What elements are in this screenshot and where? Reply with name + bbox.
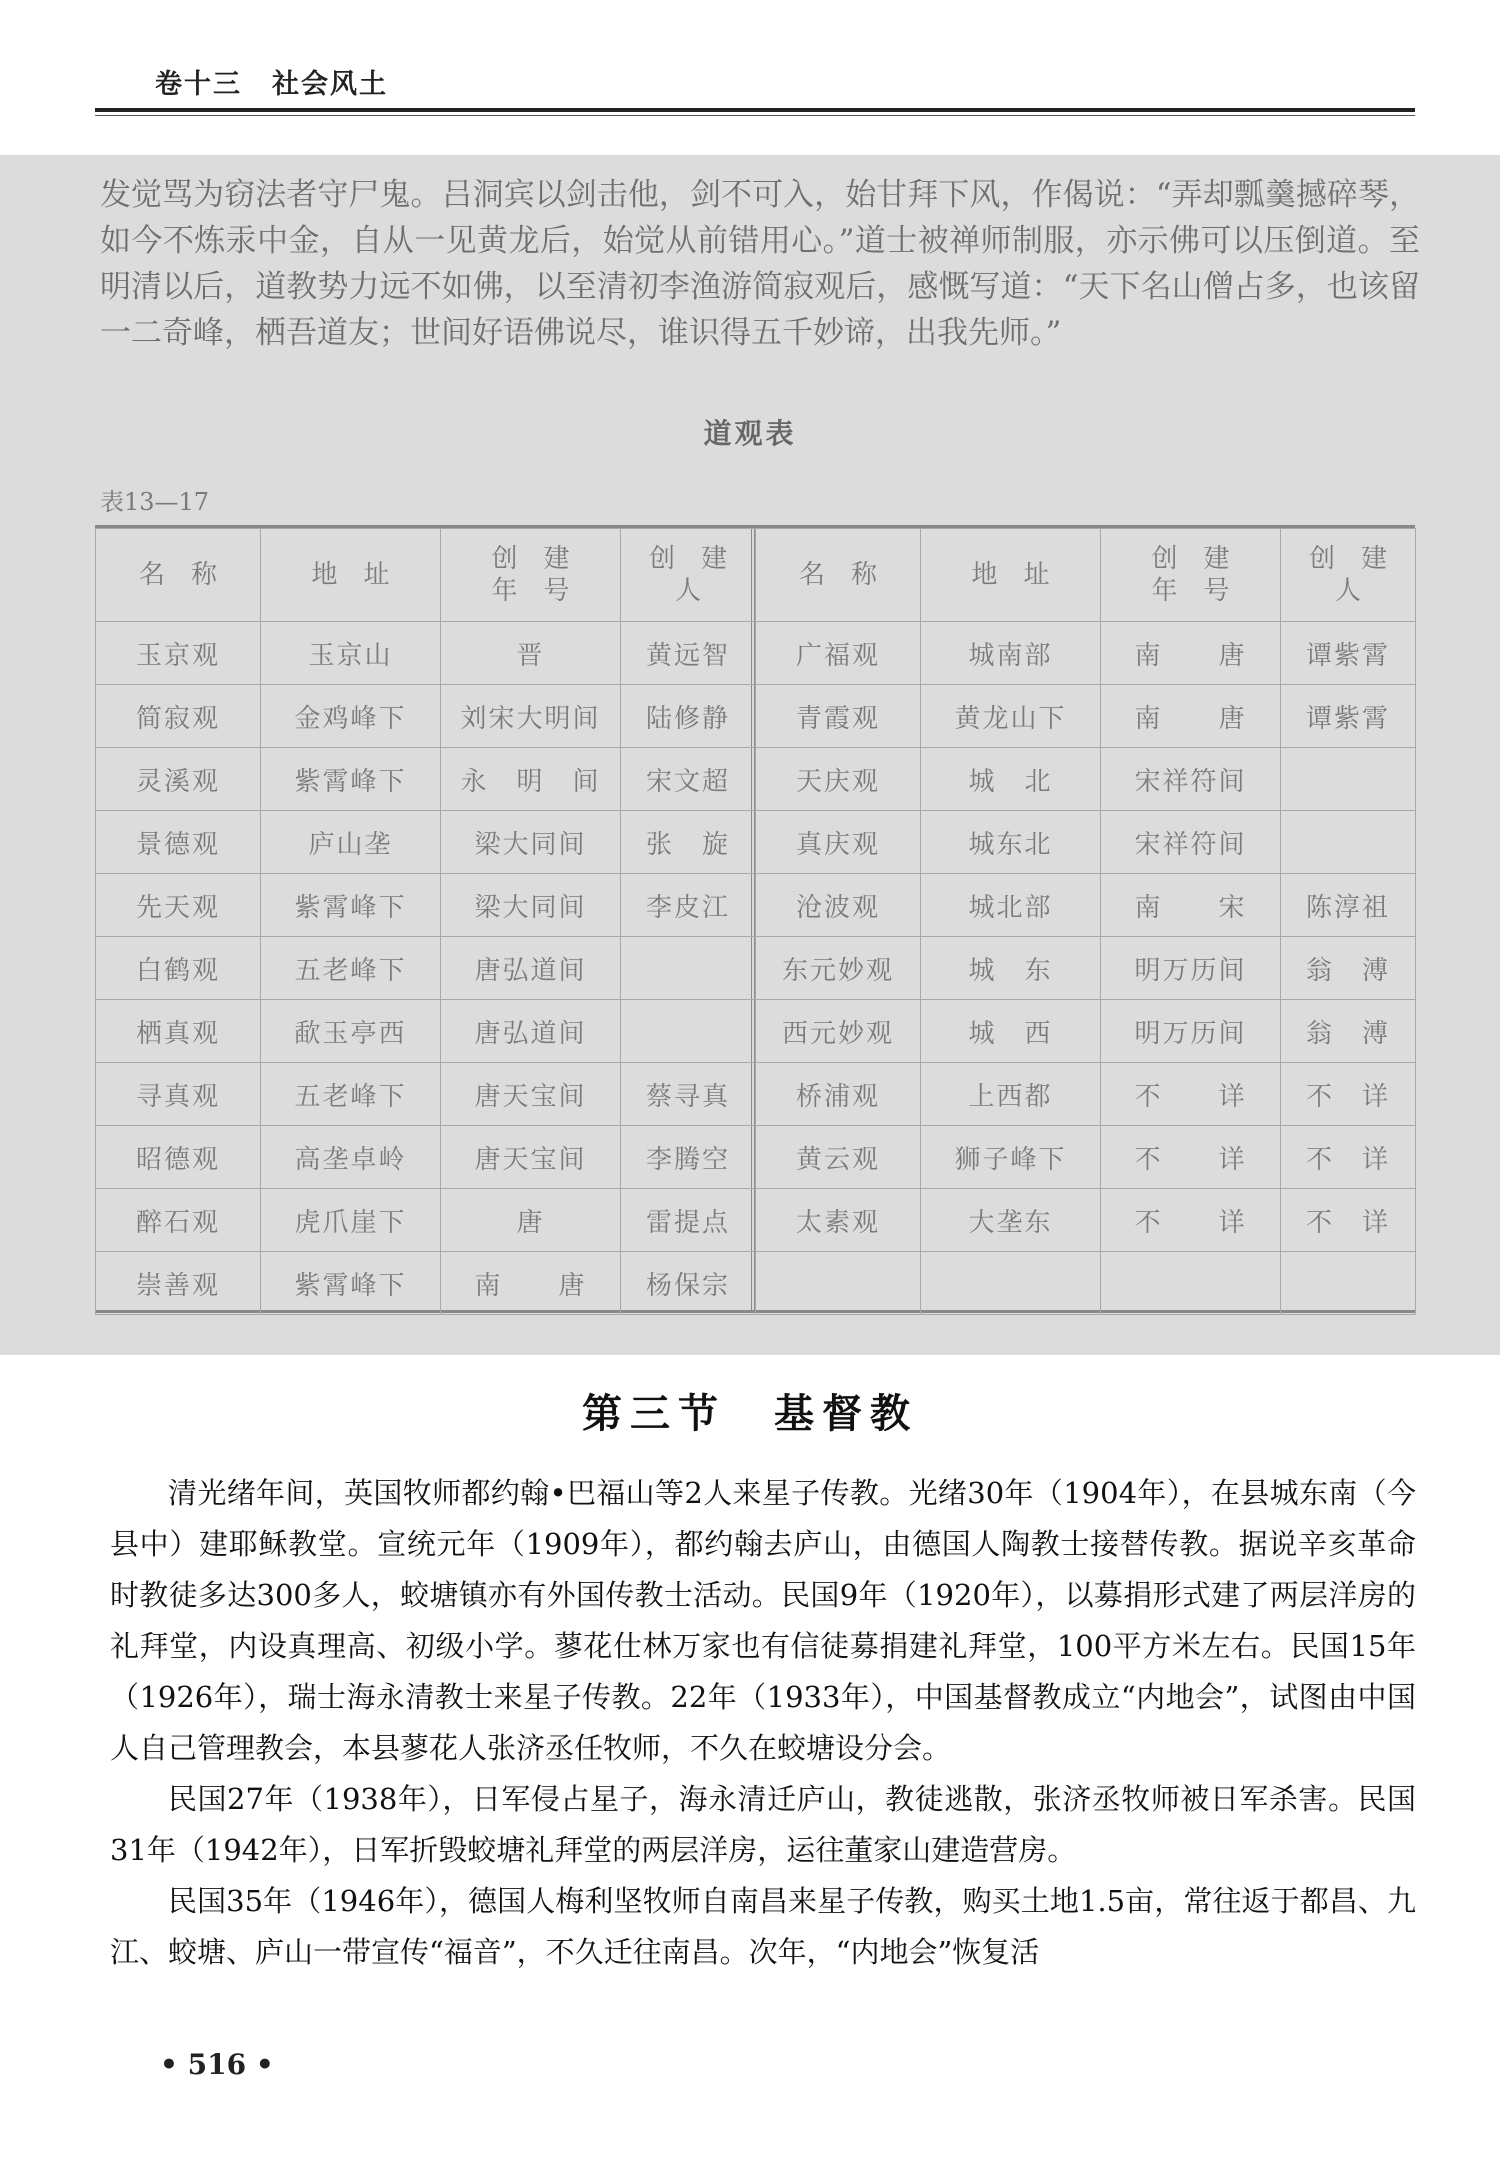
cell-address: 上西都 [921,1063,1101,1126]
cell-founder: 李皮江 [621,874,756,937]
cell-name [756,1252,921,1315]
cell-founder [1281,748,1416,811]
section-title: 第三节 基督教 [582,1390,918,1437]
cell-founding-era: 不 详 [1101,1126,1281,1189]
table-row [756,1252,1416,1315]
cell-founder: 不 详 [1281,1189,1416,1252]
cell-name: 寻真观 [96,1063,261,1126]
cell-name: 真庆观 [756,811,921,874]
cell-address: 城东北 [921,811,1101,874]
table-row [756,874,1416,937]
header-founder: 创 建 人 [621,529,756,622]
cell-founding-era: 梁大同间 [441,874,621,937]
cell-name: 东元妙观 [756,937,921,1000]
cell-name: 白鹤观 [96,937,261,1000]
table-row [756,937,1416,1000]
header-founder: 创 建 人 [1281,529,1416,622]
cell-founder [1281,811,1416,874]
cell-name: 崇善观 [96,1252,261,1315]
cell-founding-era [1101,1252,1281,1315]
cell-name: 广福观 [756,622,921,685]
cell-name: 太素观 [756,1189,921,1252]
body-paragraph: 民国35年（1946年），德国人梅利坚牧师自南昌来星子传教，购买土地1.5亩，常往返于都昌、九江、蛟塘、庐山一带宣传“福音”，不久迁往南昌。次年，“内地会”恢复活 [110,1884,1416,1969]
cell-founding-era: 永 明 间 [441,748,621,811]
cell-founding-era: 晋 [441,622,621,685]
cell-name: 灵溪观 [96,748,261,811]
cell-address: 城南部 [921,622,1101,685]
cell-founding-era: 南 宋 [1101,874,1281,937]
cell-name: 青霞观 [756,685,921,748]
table-left-half [95,528,755,1310]
cell-address: 城 西 [921,1000,1101,1063]
cell-address: 大垄东 [921,1189,1101,1252]
cell-address: 高垄卓岭 [261,1126,441,1189]
cell-address: 城 北 [921,748,1101,811]
header-founding-era: 创 建 年 号 [1101,529,1281,622]
table-row [756,1063,1416,1126]
header-rule-thin [95,115,1415,116]
cell-address: 玉京山 [261,622,441,685]
header-name: 名 称 [96,529,261,622]
cell-founding-era: 南 唐 [1101,622,1281,685]
intro-paragraph: 发觉骂为窃法者守尸鬼。吕洞宾以剑击他，剑不可入，始甘拜下风，作偈说：“弄却瓢羹撼碎琴，如今不炼汞中金，自从一见黄龙后，始觉从前错用心。”道士被禅师制服，亦示佛可以压倒道。至明清以后，道教势力远不如佛，以至清初李渔游简寂观后，感慨写道：“天下名山僧占多，也该留一二奇峰，栖吾道友；世间好语佛说尽，谁识得五千妙谛，出我先师。” [100,177,1420,351]
cell-founder: 杨保宗 [621,1252,756,1315]
cell-founding-era: 刘宋大明间 [441,685,621,748]
table-row [756,685,1416,748]
chapter-label: 社会风土 [272,69,388,100]
table-row [756,1126,1416,1189]
cell-address: 虎爪崖下 [261,1189,441,1252]
cell-founder: 陆修静 [621,685,756,748]
cell-address: 紫霄峰下 [261,748,441,811]
cell-founding-era: 唐天宝间 [441,1126,621,1189]
cell-founder [1281,1252,1416,1315]
cell-founding-era: 唐天宝间 [441,1063,621,1126]
cell-founding-era: 不 详 [1101,1063,1281,1126]
cell-address: 五老峰下 [261,937,441,1000]
table-row [756,748,1416,811]
cell-address: 紫霄峰下 [261,874,441,937]
cell-name: 黄云观 [756,1126,921,1189]
cell-founding-era: 南 唐 [441,1252,621,1315]
cell-name: 栖真观 [96,1000,261,1063]
cell-name: 昭德观 [96,1126,261,1189]
table-row [96,874,756,937]
cell-founding-era: 梁大同间 [441,811,621,874]
table-row [96,1189,756,1252]
cell-name: 桥浦观 [756,1063,921,1126]
body-paragraph: 民国27年（1938年），日军侵占星子，海永清迁庐山，教徒逃散，张济丞牧师被日军杀害。民国31年（1942年），日军折毁蛟塘礼拜堂的两层洋房，运往董家山建造营房。 [110,1782,1416,1867]
cell-address: 紫霄峰下 [261,1252,441,1315]
cell-address: 庐山垄 [261,811,441,874]
cell-founder [621,937,756,1000]
cell-founder: 李腾空 [621,1126,756,1189]
table-row [96,811,756,874]
table-row [96,748,756,811]
cell-founder: 雷提点 [621,1189,756,1252]
header-address: 地 址 [921,529,1101,622]
cell-founder: 不 详 [1281,1063,1416,1126]
table-row [96,685,756,748]
cell-name: 西元妙观 [756,1000,921,1063]
cell-founding-era: 宋祥符间 [1101,811,1281,874]
cell-name: 醉石观 [96,1189,261,1252]
table-row [756,1000,1416,1063]
table-row [96,1252,756,1315]
table-row [96,937,756,1000]
cell-founding-era: 宋祥符间 [1101,748,1281,811]
cell-name: 简寂观 [96,685,261,748]
cell-name: 先天观 [96,874,261,937]
cell-founder: 谭紫霄 [1281,685,1416,748]
cell-founder: 张 旋 [621,811,756,874]
table-row [756,1189,1416,1252]
table-number: 表13—17 [100,488,210,516]
cell-founding-era: 唐弘道间 [441,937,621,1000]
cell-name: 沧波观 [756,874,921,937]
table-row [96,1000,756,1063]
taoist-temple-table [95,525,1415,1313]
cell-address: 五老峰下 [261,1063,441,1126]
cell-name: 景德观 [96,811,261,874]
header-address: 地 址 [261,529,441,622]
body-text [110,1468,1416,1978]
table-row [96,1063,756,1126]
cell-address: 城 东 [921,937,1101,1000]
header-founding-era: 创 建 年 号 [441,529,621,622]
cell-address: 狮子峰下 [921,1126,1101,1189]
cell-address: 城北部 [921,874,1101,937]
cell-founder: 不 详 [1281,1126,1416,1189]
table-row [756,811,1416,874]
cell-founding-era: 南 唐 [1101,685,1281,748]
volume-label: 卷十三 [155,69,242,100]
header-rule [95,108,1415,112]
cell-founder [621,1000,756,1063]
cell-founder: 黄远智 [621,622,756,685]
cell-address: 歃玉亭西 [261,1000,441,1063]
cell-founder: 宋文超 [621,748,756,811]
header-name: 名 称 [756,529,921,622]
body-paragraph: 清光绪年间，英国牧师都约翰•巴福山等2人来星子传教。光绪30年（1904年），在县城东南（今县中）建耶稣教堂。宣统元年（1909年），都约翰去庐山，由德国人陶教士接替传教。据说辛亥革命时教徒多达300多人，蛟塘镇亦有外国传教士活动。民国9年（1920年），以募捐形式建了两层洋房的礼拜堂，内设真理高、初级小学。蓼花仕林万家也有信徒募捐建礼拜堂，100平方米左右。民国15年（1926年），瑞士海永清教士来星子传教。22年（1933年），中国基督教成立“内地会”，试图由中国人自己管理教会，本县蓼花人张济丞任牧师，不久在蛟塘设分会。 [110,1476,1416,1765]
table-row [96,622,756,685]
cell-founder: 翁 溥 [1281,1000,1416,1063]
cell-name: 天庆观 [756,748,921,811]
table-row [756,622,1416,685]
cell-founder: 蔡寻真 [621,1063,756,1126]
cell-founder: 翁 溥 [1281,937,1416,1000]
cell-name: 玉京观 [96,622,261,685]
cell-founder: 谭紫霄 [1281,622,1416,685]
cell-address [921,1252,1101,1315]
table-row [96,1126,756,1189]
cell-founder: 陈淳祖 [1281,874,1416,937]
cell-founding-era: 明万历间 [1101,1000,1281,1063]
page-number: • 516 • [160,2048,274,2081]
cell-address: 金鸡峰下 [261,685,441,748]
cell-founding-era: 唐弘道间 [441,1000,621,1063]
cell-founding-era: 唐 [441,1189,621,1252]
cell-founding-era: 不 详 [1101,1189,1281,1252]
cell-address: 黄龙山下 [921,685,1101,748]
table-title: 道观表 [703,417,797,450]
table-right-half [755,528,1415,1310]
cell-founding-era: 明万历间 [1101,937,1281,1000]
running-header [155,62,388,101]
